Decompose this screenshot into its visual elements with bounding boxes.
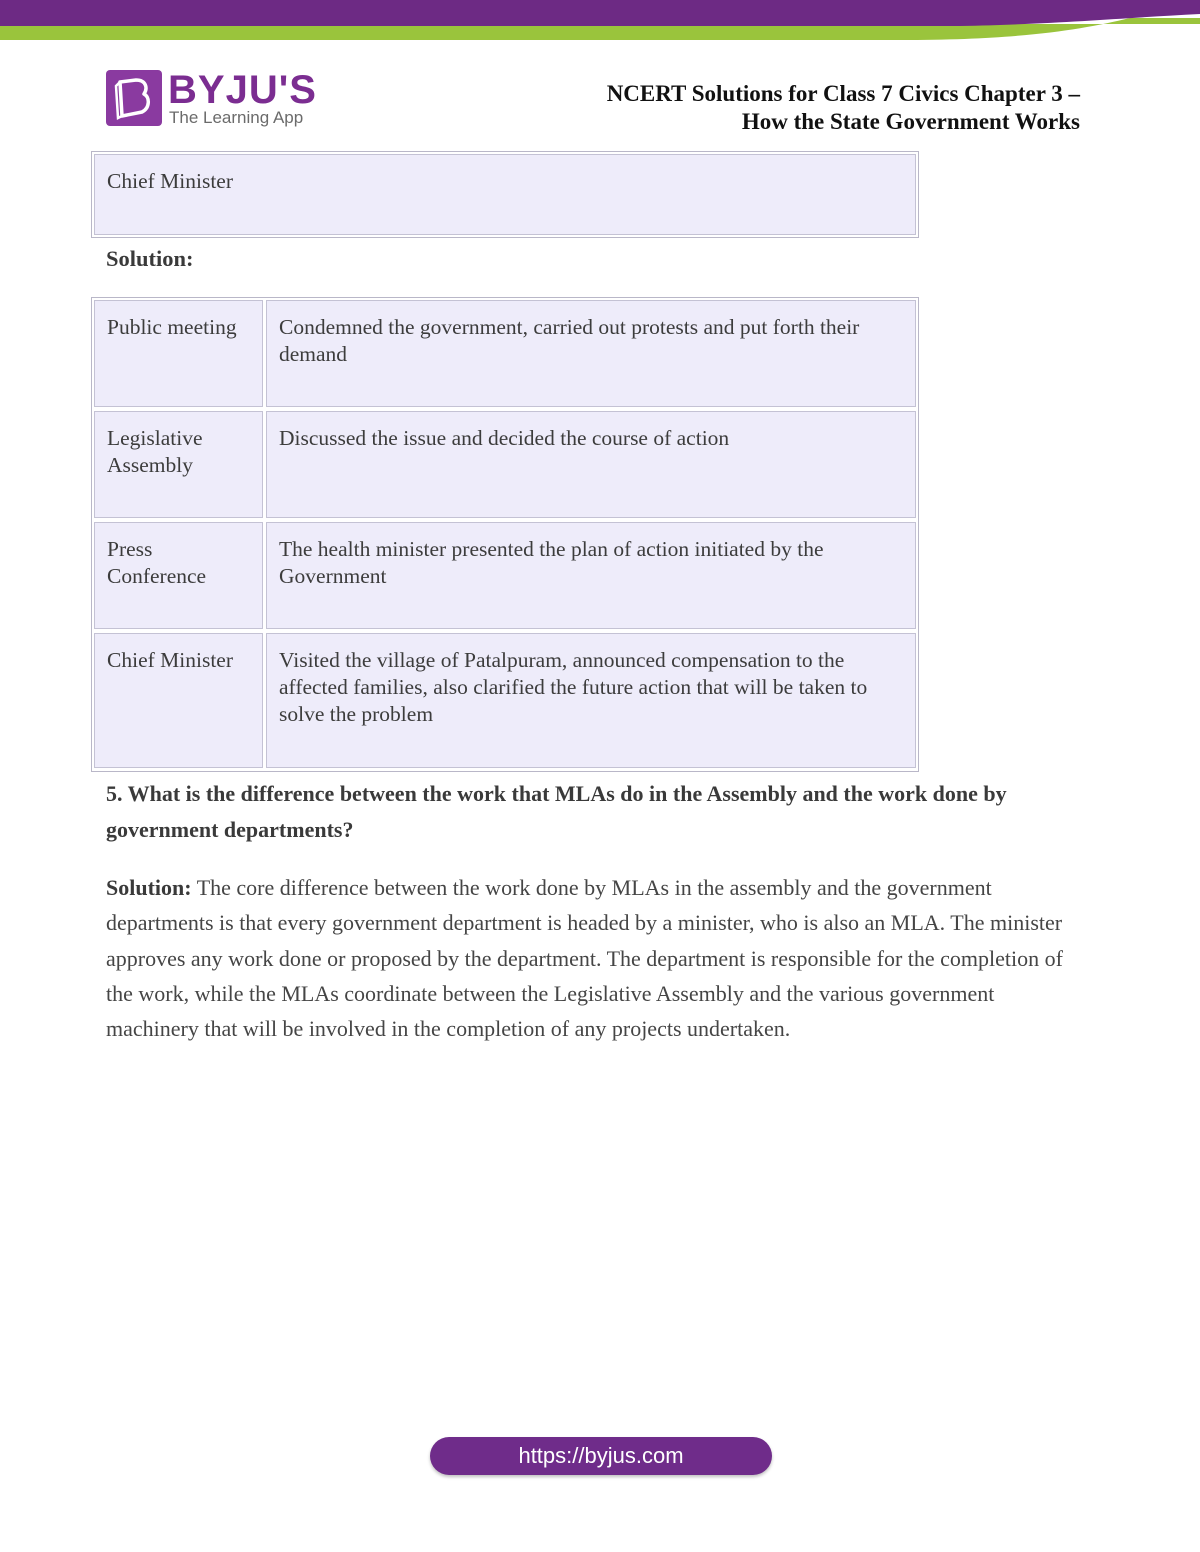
solution-body: The core difference between the work done by MLAs in the assembly and the government departments is that every government department is headed by a minister, who is also an MLA. The minister approves any work done or proposed by the department. The department is responsible for the completion of the work, while the MLAs coordinate between the Legislative Assembly and the various government machinery that will be involved in the completion of any projects undertaken. bbox=[106, 875, 1063, 1042]
footer-url-badge[interactable] bbox=[430, 1437, 772, 1475]
question-5-heading: 5. What is the difference between the work that MLAs do in the Assembly and the work done by government departments? bbox=[106, 781, 1007, 842]
solution-table bbox=[91, 297, 919, 772]
document-title bbox=[607, 80, 1080, 136]
table-cell-description: Condemned the government, carried out protests and put forth their demand bbox=[266, 300, 916, 407]
solution-prefix: Solution: bbox=[106, 875, 192, 900]
table-cell: Chief Minister bbox=[94, 154, 916, 235]
question-table-fragment bbox=[91, 151, 919, 238]
table-cell-term: Chief Minister bbox=[94, 633, 263, 768]
table-cell-description: Visited the village of Patalpuram, announced compensation to the affected families, also clarified the future action that will be taken to solve the problem bbox=[266, 633, 916, 768]
top-decorative-band bbox=[0, 0, 1200, 44]
brand-name: BYJU'S bbox=[168, 68, 317, 112]
question-5-solution bbox=[106, 870, 1091, 1046]
table-cell-term: Press Conference bbox=[94, 522, 263, 629]
solution-label: Solution: bbox=[106, 246, 194, 271]
byjus-logo bbox=[106, 70, 316, 130]
document-title-line-1: NCERT Solutions for Class 7 Civics Chapter 3 – bbox=[606, 81, 1080, 106]
table-cell-term: Legislative Assembly bbox=[94, 411, 263, 518]
brand-tagline: The Learning App bbox=[169, 108, 304, 127]
byjus-logo-mark-icon bbox=[106, 70, 162, 126]
table-cell-description: The health minister presented the plan of action initiated by the Government bbox=[266, 522, 916, 629]
footer-url-link[interactable]: https://byjus.com bbox=[518, 1443, 684, 1468]
table-cell-term: Public meeting bbox=[94, 300, 263, 407]
table-cell-description: Discussed the issue and decided the course of action bbox=[266, 411, 916, 518]
document-title-line-2: How the State Government Works bbox=[741, 109, 1080, 134]
